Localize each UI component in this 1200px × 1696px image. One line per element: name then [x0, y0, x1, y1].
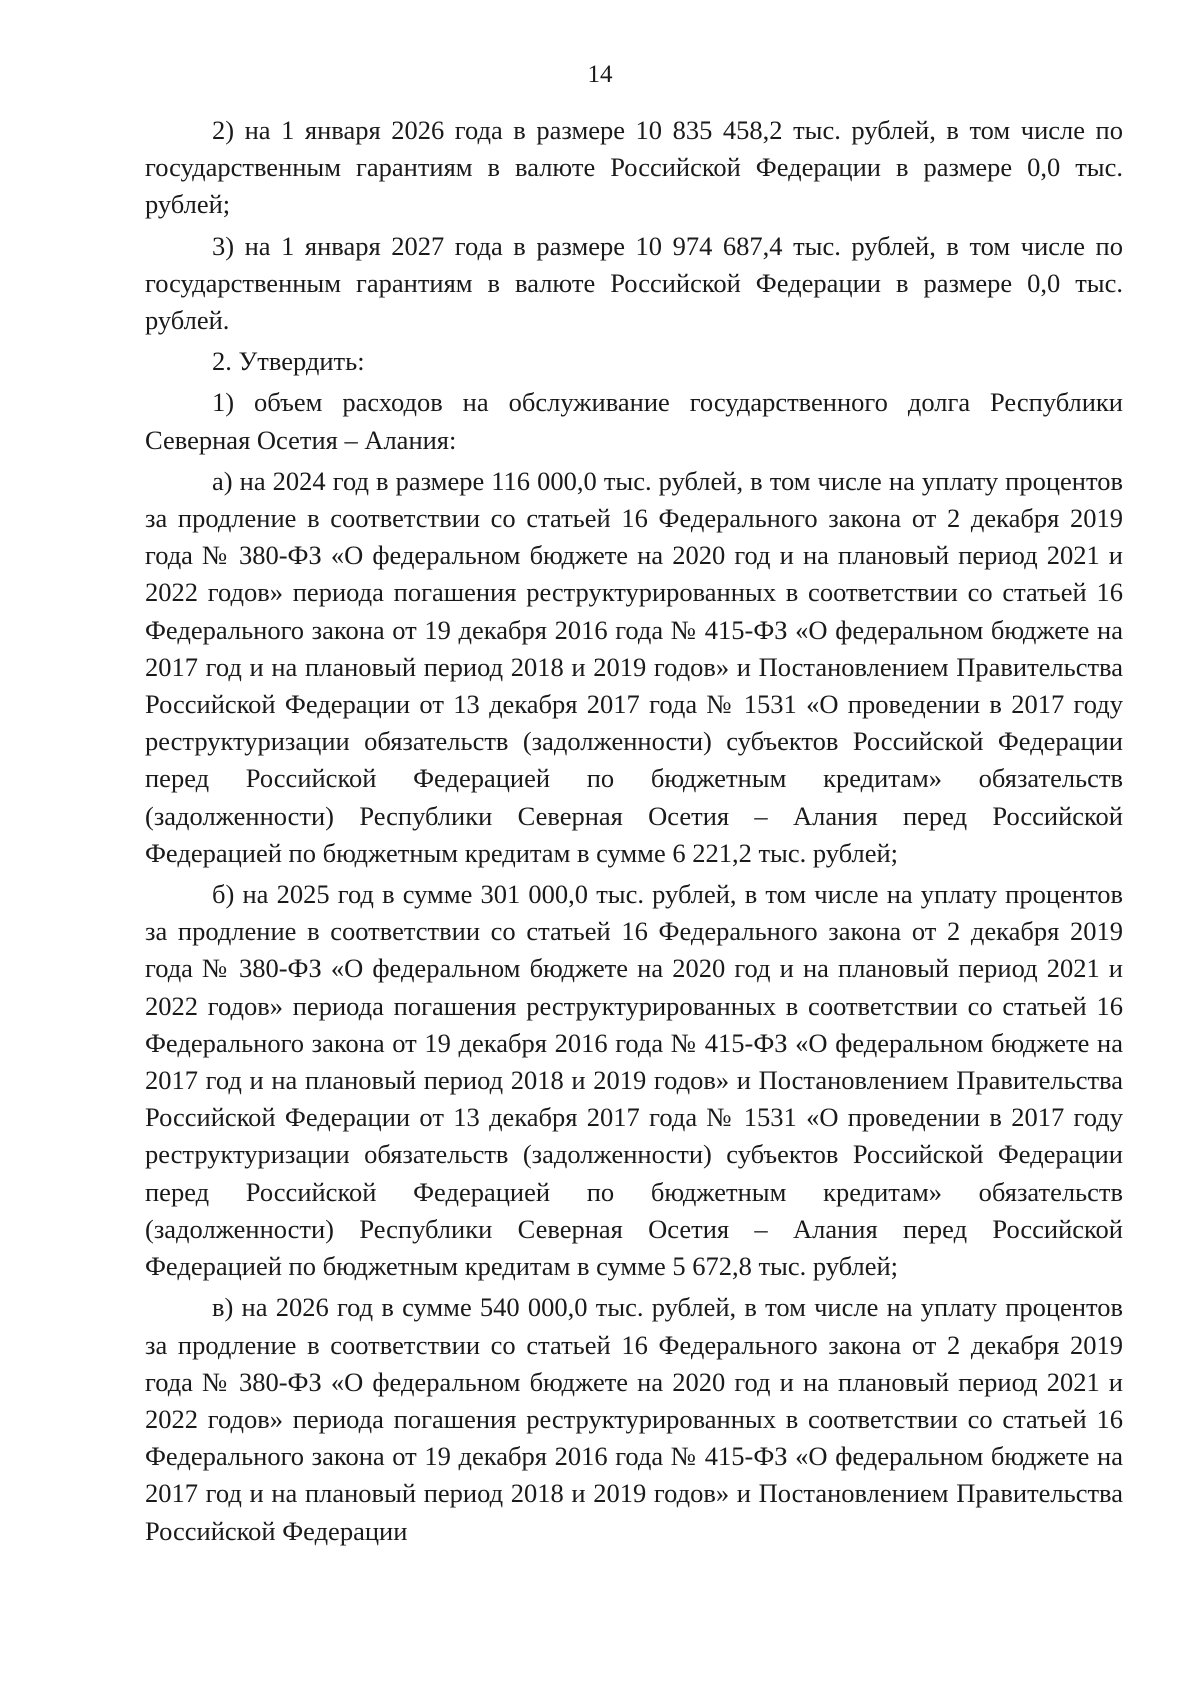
paragraph-debt-2026: 2) на 1 января 2026 года в размере 10 835 458,2 тыс. рублей, в том числе по государственным гарантиям в валюте Российской Федерации в размере 0,0 тыс. рублей;	[145, 115, 1123, 220]
paragraph-item-a-2024: а) на 2024 год в размере 116 000,0 тыс. рублей, в том числе на уплату процентов за продление в соответствии со статьей 16 Федерального закона от 2 декабря 2019 года № 380-ФЗ «О федеральном бюджете на 2020 год и на плановый период 2021 и 2022 годов» периода погашения реструктурированных в соответствии со статьей 16 Федерального закона от 19 декабря 2016 года № 415-ФЗ «О федеральном бюджете на 2017 год и на плановый период 2018 и 2019 годов» и Постановлением Правительства Российской Федерации от 13 декабря 2017 года № 1531 «О проведении в 2017 году реструктуризации обязательств (задолженности) субъектов Российской Федерации перед Российской Федерацией по бюджетным кредитам» обязательств (задолженности) Республики Северная Осетия – Алания перед Российской Федерацией по бюджетным кредитам в сумме 6 221,2 тыс. рублей;	[145, 465, 1123, 868]
paragraph-item-v-2026: в) на 2026 год в сумме 540 000,0 тыс. рублей, в том числе на уплату процентов за продление в соответствии со статьей 16 Федерального закона от 2 декабря 2019 года № 380-ФЗ «О федеральном бюджете на 2020 год и на плановый период 2021 и 2022 годов» периода погашения реструктурированных в соответствии со статьей 16 Федерального закона от 19 декабря 2016 года № 415-ФЗ «О федеральном бюджете на 2017 год и на плановый период 2018 и 2019 годов» и Постановлением Правительства Российской Федерации	[145, 1292, 1123, 1546]
paragraph-approve-heading: 2. Утвердить:	[212, 346, 365, 377]
document-body	[145, 112, 1123, 1550]
paragraph-item-b-2025: б) на 2025 год в сумме 301 000,0 тыс. рублей, в том числе на уплату процентов за продление в соответствии со статьей 16 Федерального закона от 2 декабря 2019 года № 380-ФЗ «О федеральном бюджете на 2020 год и на плановый период 2021 и 2022 годов» периода погашения реструктурированных в соответствии со статьей 16 Федерального закона от 19 декабря 2016 года № 415-ФЗ «О федеральном бюджете на 2017 год и на плановый период 2018 и 2019 годов» и Постановлением Правительства Российской Федерации от 13 декабря 2017 года № 1531 «О проведении в 2017 году реструктуризации обязательств (задолженности) субъектов Российской Федерации перед Российской Федерацией по бюджетным кредитам» обязательств (задолженности) Республики Северная Осетия – Алания перед Российской Федерацией по бюджетным кредитам в сумме 5 672,8 тыс. рублей;	[145, 879, 1123, 1282]
paragraph-debt-2027: 3) на 1 января 2027 года в размере 10 974 687,4 тыс. рублей, в том числе по государственным гарантиям в валюте Российской Федерации в размере 0,0 тыс. рублей.	[145, 230, 1123, 336]
page-number: 14	[587, 61, 613, 88]
paragraph-debt-service-intro: 1) объем расходов на обслуживание государственного долга Республики Северная Осетия – Алания:	[145, 387, 1123, 455]
